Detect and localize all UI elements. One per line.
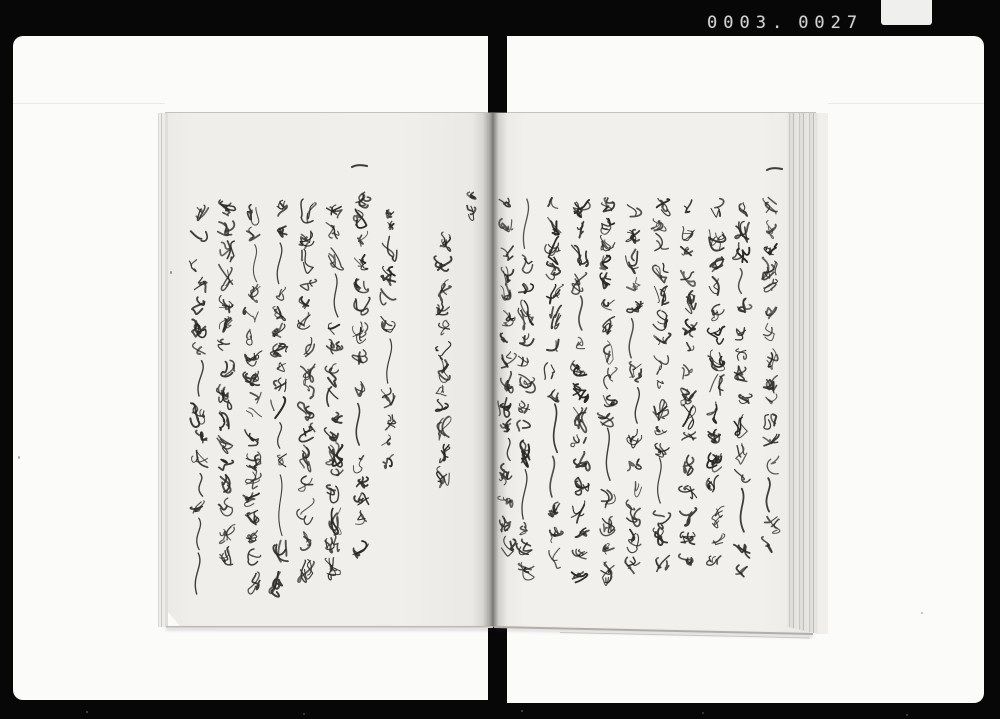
dust-speck [86,711,88,713]
page-edge-stack-left [158,113,168,627]
text-column [352,192,370,558]
text-column [598,198,617,585]
text-column [217,200,236,565]
page-top-edge-left [165,112,494,113]
text-column [651,199,671,572]
book-gutter-shadow [472,113,508,628]
text-column [733,203,752,577]
text-column [386,210,394,230]
text-column [571,200,590,582]
page-top-edge-right [494,112,816,113]
dust-speck [521,710,523,712]
text-column [544,198,563,569]
ink-spot [170,271,172,274]
frame-counter-reel: 0003. [707,13,789,33]
dust-speck [702,712,704,714]
text-column [297,199,317,582]
page-edge-fade-right [818,113,828,634]
text-column [516,199,535,580]
section-marker [352,165,367,167]
text-column [762,197,780,552]
text-column [707,199,726,566]
text-column [434,232,451,487]
text-column [324,205,343,580]
text-column [380,236,397,468]
dust-speck [18,456,20,459]
page-bottom-edge-left [166,626,493,628]
text-column [243,205,262,594]
text-column [269,200,287,596]
section-marker [767,168,782,170]
dust-speck [921,612,923,614]
text-column [679,200,697,566]
text-column [625,205,643,574]
dust-speck [303,713,305,715]
text-column [189,205,208,594]
frame-counter-number: 0027 [798,13,864,33]
page-edge-stack-right [787,113,818,634]
dust-speck [906,714,908,716]
